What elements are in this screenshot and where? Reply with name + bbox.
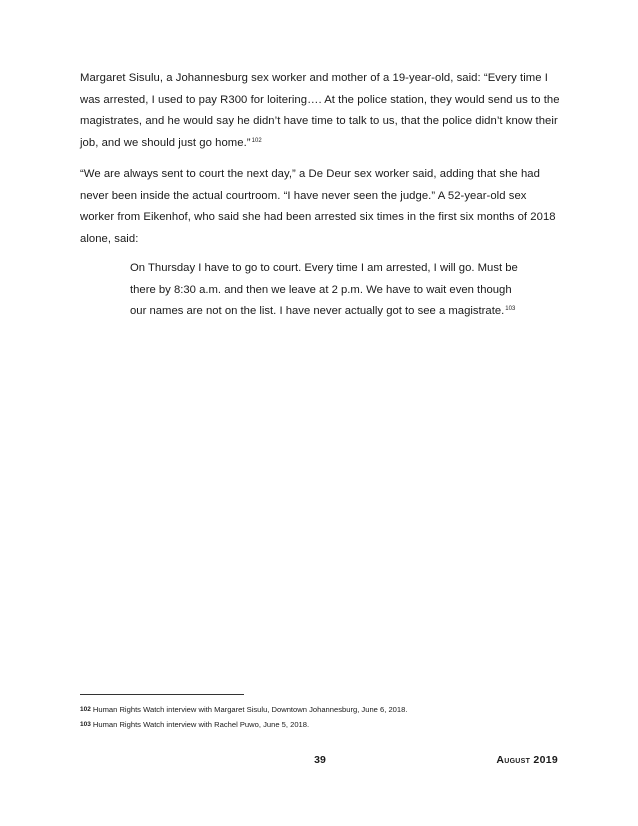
body-paragraph-de-deur <box>80 164 560 250</box>
quote-text: On Thursday I have to go to court. Every time I am arrested, I will go. Must be there by 8:30 a.m. and then we leave at 2 p.m. We have to wait even though our names are not on the list. I have never actually got to see a magistrate. <box>130 262 518 317</box>
footnotes-section <box>80 702 560 732</box>
footnote-102 <box>80 702 560 717</box>
paragraph-text: “We are always sent to court the next day,” a De Deur sex worker said, adding that she had never been inside the actual courtroom. “I have never seen the judge.” A 52-year-old sex worker from Eikenhof, who said she had been arrested six times in the first six months of 2018 alone, said: <box>80 168 556 245</box>
paragraph-text: Margaret Sisulu, a Johannesburg sex worker and mother of a 19-year-old, said: “Every time I was arrested, I used to pay R300 for loitering…. At the police station, they would send us to the magistrates, and he would say he didn’t have time to talk to us, that the police didn’t know their job, and we should just go home.” <box>80 72 560 149</box>
footnote-number: 102 <box>80 706 91 713</box>
footnote-text: Human Rights Watch interview with Margaret Sisulu, Downtown Johannesburg, June 6, 2018. <box>92 705 408 714</box>
block-quote <box>130 258 530 323</box>
footnote-divider <box>80 694 244 695</box>
footnote-text: Human Rights Watch interview with Rachel Puwo, June 5, 2018. <box>92 720 310 729</box>
footnote-ref-103[interactable]: 103 <box>505 306 516 312</box>
body-paragraph-sisulu <box>80 68 560 154</box>
page-number: 39 <box>314 754 326 766</box>
footnote-ref-102[interactable]: 102 <box>251 137 262 144</box>
footnote-103 <box>80 717 560 732</box>
running-footer-date: August 2019 <box>496 754 558 766</box>
footnote-number: 103 <box>80 721 91 728</box>
